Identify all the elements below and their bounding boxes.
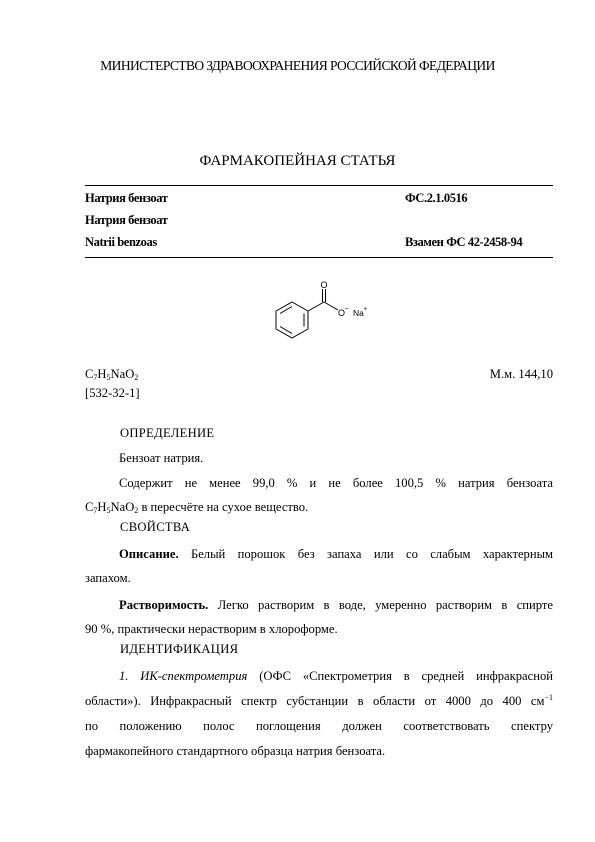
description-line1: Описание. Белый порошок без запаха или со слабым характерным	[119, 547, 553, 561]
article-title: ФАРМАКОПЕЙНАЯ СТАТЬЯ	[199, 153, 396, 169]
monograph-code: ФС.2.1.0516	[405, 191, 468, 205]
section-properties-title: СВОЙСТВА	[120, 520, 191, 534]
divider-bottom	[85, 257, 553, 258]
benzene-ring	[276, 302, 308, 338]
molecular-formula: $C_7H_5NaO_2$	[85, 367, 139, 382]
cas-number: [532-32-1]	[85, 386, 140, 400]
ir-line4: фармакопейного стандартного образца натрия бензоата.	[85, 744, 386, 758]
definition-text: Бензоат натрия.	[119, 451, 204, 465]
divider-top	[85, 185, 553, 186]
carboxylate-bonds	[308, 289, 338, 311]
structure-diagram	[260, 280, 380, 360]
ir-line2: области»). Инфракрасный спектр субстанции в области от 4000 до 400 $см^{-1}$	[85, 693, 553, 708]
description-line2: запахом.	[85, 571, 131, 585]
molecular-weight: М.м. 144,10	[489, 367, 553, 381]
ir-line1: 1. ИК-спектрометрия (ОФС «Спектрометрия в средней инфракрасной	[119, 669, 553, 683]
atom-o-minus: O	[338, 308, 346, 318]
atom-na: Na	[353, 308, 364, 318]
charge-minus: −	[344, 306, 349, 313]
section-definition-title: ОПРЕДЕЛЕНИЕ	[120, 426, 215, 440]
ir-line3: по положению полос поглощения должен соответствовать спектру	[85, 719, 553, 733]
content-text-line2: $C_7H_5NaO_2$ в пересчёте на сухое вещество.	[85, 500, 309, 515]
section-identification-title: ИДЕНТИФИКАЦИЯ	[120, 642, 239, 656]
name-ru-primary: Натрия бензоат	[85, 191, 168, 205]
replaces-note: Взамен ФС 42-2458-94	[405, 235, 523, 249]
name-ru-secondary: Натрия бензоат	[85, 213, 168, 227]
solubility-line2: 90 %, практически нерастворим в хлороформе.	[85, 622, 338, 636]
solubility-line1: Растворимость. Легко растворим в воде, умеренно растворим в спирте	[119, 598, 553, 612]
name-latin: Natrii benzoas	[85, 235, 157, 249]
ministry-header: МИНИСТЕРСТВО ЗДРАВООХРАНЕНИЯ РОССИЙСКОЙ ФЕДЕРАЦИИ	[100, 58, 495, 73]
charge-plus: +	[363, 307, 368, 313]
content-text-line1: Содержит не менее 99,0 % и не более 100,5 % натрия бензоата	[119, 476, 553, 490]
atom-o-double: O	[320, 280, 328, 290]
